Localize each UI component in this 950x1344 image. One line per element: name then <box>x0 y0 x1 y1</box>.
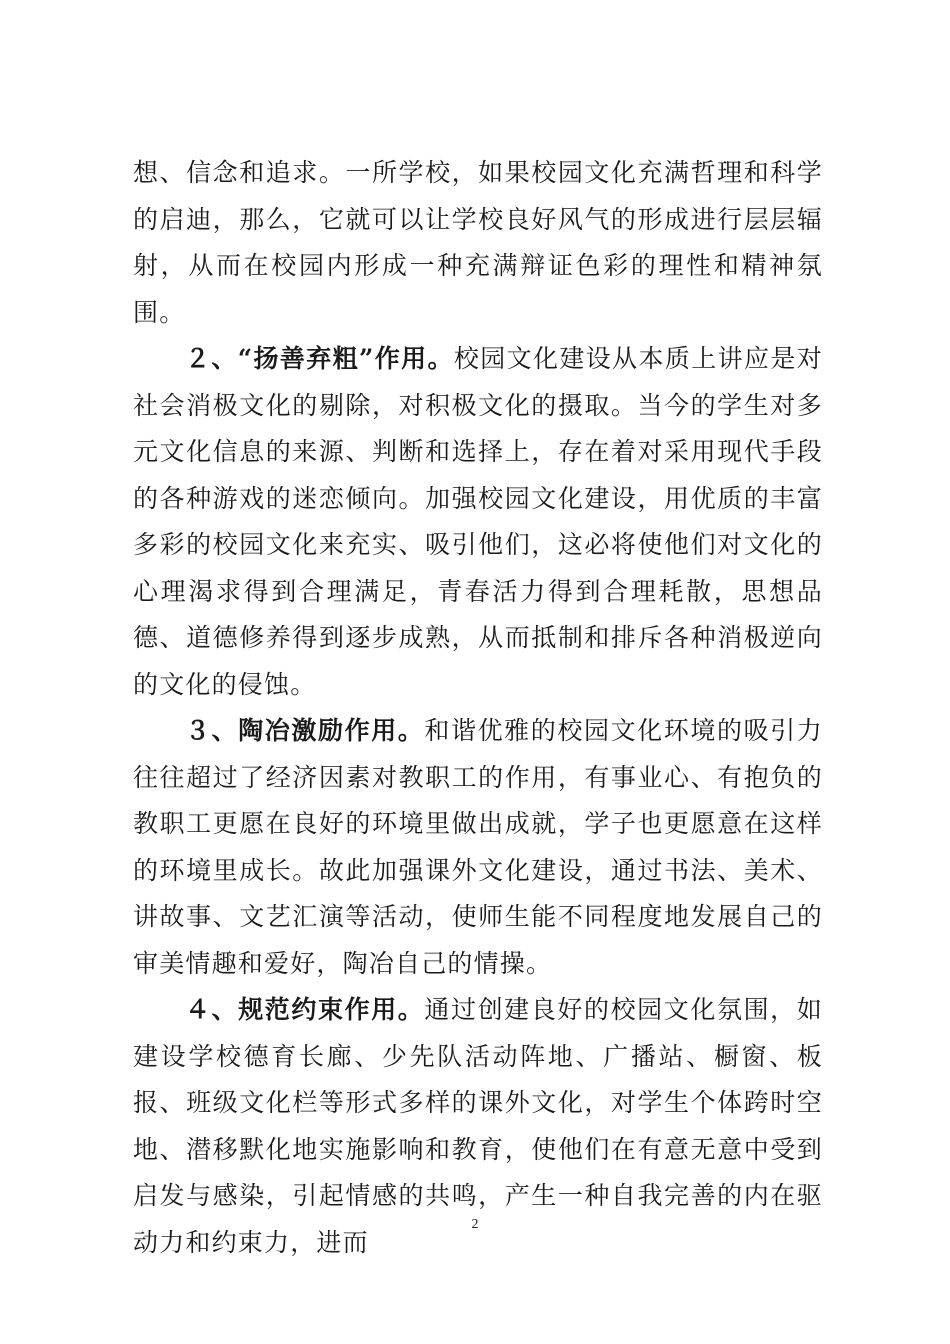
paragraph-text: 校园文化建设从本质上讲应是对社会消极文化的剔除，对积极文化的摄取。当今的学生对多元文化信息的来源、判断和选择上，存在着对采用现代手段的各种游戏的迷恋倾向。加强校园文化建设，用优质的丰富多彩的校园文化来充实、吸引他们，这必将使他们对文化的心理渴求得到合理满足，青春活力得到合理耗散，思想品德、道德修养得到逐步成熟，从而抵制和排斥各种消极逆向的文化的侵蚀。 <box>133 344 823 699</box>
section-heading: ４、规范约束作用。 <box>185 995 425 1024</box>
paragraph-yangshan-qicu <box>133 336 823 708</box>
paragraph-taoye-jili <box>133 708 823 987</box>
section-heading: ３、陶冶激励作用。 <box>185 716 425 745</box>
paragraph-text: 和谐优雅的校园文化环境的吸引力往往超过了经济因素对教职工的作用，有事业心、有抱负的教职工更愿在良好的环境里做出成就，学子也更愿意在这样的环境里成长。故此加强课外文化建设，通过书法、美术、讲故事、文艺汇演等活动，使师生能不同程度地发展自己的审美情趣和爱好，陶冶自己的情操。 <box>133 716 823 978</box>
document-body <box>133 150 823 1266</box>
paragraph-text: 想、信念和追求。一所学校，如果校园文化充满哲理和科学的启迪，那么，它就可以让学校良好风气的形成进行层层辐射，从而在校园内形成一种充满辩证色彩的理性和精神氛围。 <box>133 158 823 327</box>
section-heading: ２、“扬善弃粗”作用。 <box>185 344 454 373</box>
paragraph-continuation <box>133 150 823 336</box>
page-number: 2 <box>471 1217 479 1232</box>
paragraph-text: 通过创建良好的校园文化氛围，如建设学校德育长廊、少先队活动阵地、广播站、橱窗、板报、班级文化栏等形式多样的课外文化，对学生个体跨时空地、潜移默化地实施影响和教育，使他们在有意无意中受到启发与感染，引起情感的共鸣，产生一种自我完善的内在驱动力和约束力，进而 <box>133 995 823 1257</box>
